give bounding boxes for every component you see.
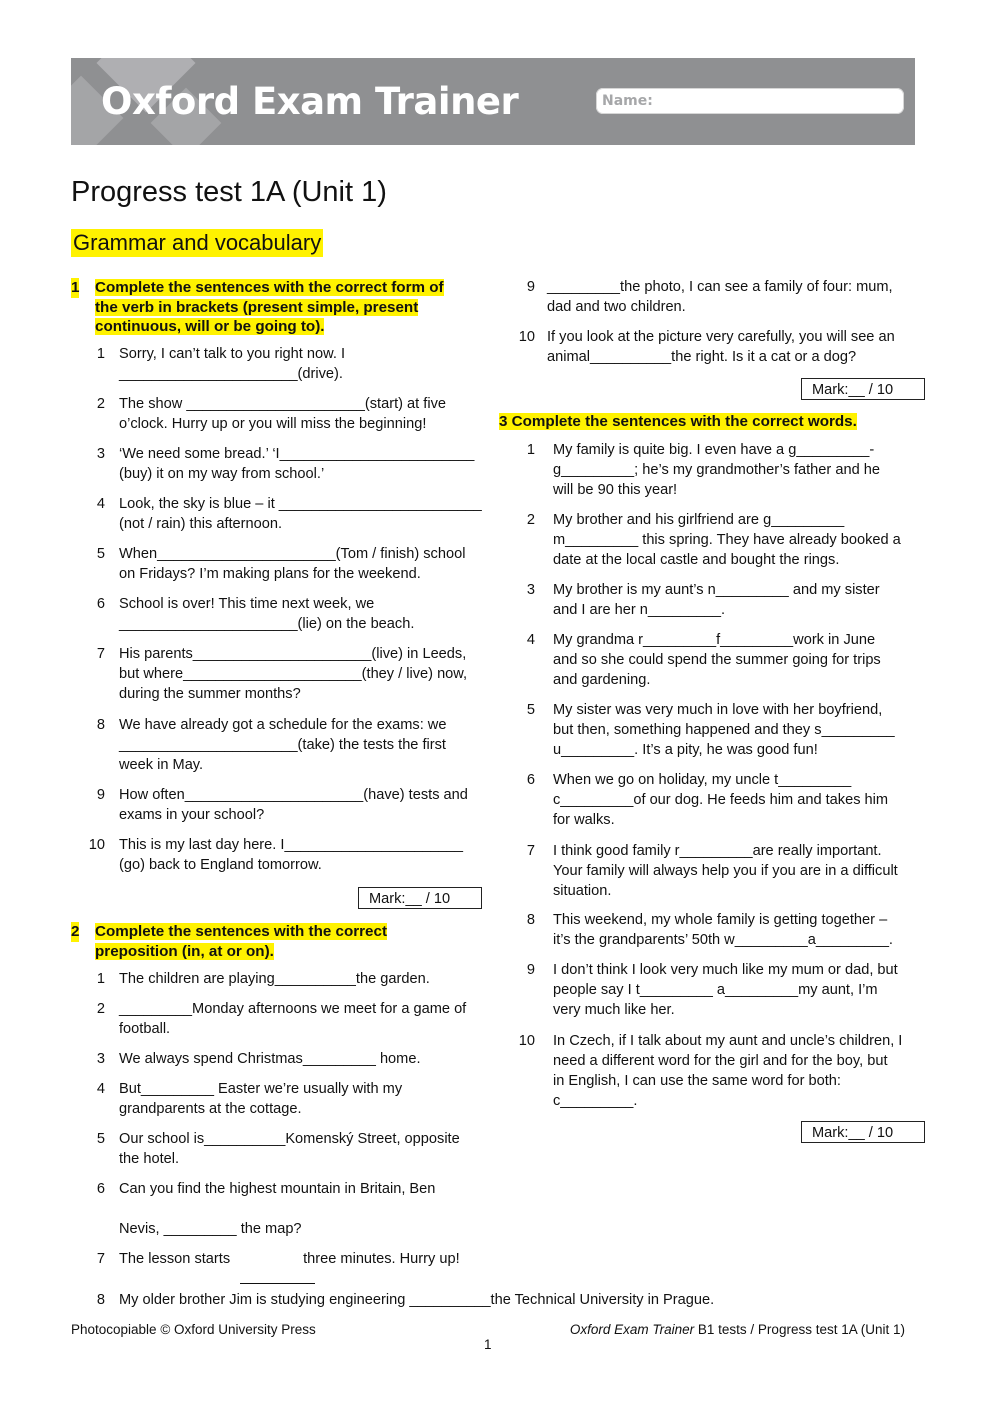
- item-text-line[interactable]: situation.: [553, 883, 612, 899]
- item-text-line[interactable]: animal__________the right. Is it a cat or a dog?: [547, 349, 857, 365]
- item-text-line[interactable]: We always spend Christmas_________ home.: [119, 1051, 421, 1067]
- item-text-line[interactable]: _________Monday afternoons we meet for a game of: [119, 1001, 467, 1017]
- item-text-line[interactable]: (not / rain) this afternoon.: [119, 516, 283, 532]
- item-text-line[interactable]: g_________; he’s my grandmother’s father and he: [553, 462, 880, 478]
- item-text-line[interactable]: I think good family r_________are really important.: [553, 843, 882, 859]
- item-number: 4: [96, 1081, 105, 1097]
- footer-source: [570, 1322, 905, 1337]
- item-text-line[interactable]: My older brother Jim is studying engineering __________the Technical University in Prague.: [119, 1292, 715, 1308]
- item-text-line[interactable]: How often______________________(have) tests and: [119, 787, 468, 803]
- item-text-line[interactable]: u_________. It’s a pity, he was good fun!: [553, 742, 818, 758]
- item-text-line[interactable]: on Fridays? I’m making plans for the weekend.: [119, 566, 421, 582]
- exercise-heading-line: the verb in brackets (present simple, present: [95, 298, 419, 316]
- item-text-line[interactable]: The children are playing__________the garden.: [119, 971, 430, 987]
- item-number: 5: [96, 546, 105, 562]
- footer-source-title: Oxford Exam Trainer: [569, 1322, 695, 1337]
- item-text-line[interactable]: _________the photo, I can see a family of four: mum,: [547, 279, 893, 295]
- answer-line: [240, 1283, 315, 1284]
- item-text-line[interactable]: The show ______________________(start) at five: [119, 396, 446, 412]
- item-number: 2: [526, 512, 535, 528]
- item-text-line[interactable]: c_________.: [553, 1093, 638, 1109]
- item-text-line[interactable]: very much like her.: [553, 1002, 675, 1018]
- item-text-line[interactable]: exams in your school?: [119, 807, 265, 823]
- item-text-line[interactable]: My sister was very much in love with her boyfriend,: [553, 702, 883, 718]
- item-number: 7: [96, 1251, 105, 1267]
- item-text-line[interactable]: for walks.: [553, 812, 615, 828]
- item-text-line[interactable]: during the summer months?: [119, 686, 301, 702]
- item-text-line[interactable]: Your family will always help you if you are in a difficult: [553, 863, 898, 879]
- item-text-line[interactable]: The lesson starts three minutes. Hurry up!: [119, 1251, 460, 1267]
- item-number: 6: [96, 596, 105, 612]
- item-number: 3: [96, 446, 105, 462]
- item-number: 10: [88, 837, 105, 853]
- item-text-line[interactable]: but then, something happened and they s_________: [553, 722, 895, 738]
- item-text-line[interactable]: the hotel.: [119, 1151, 180, 1167]
- item-number: 10: [518, 1033, 535, 1049]
- item-text-line[interactable]: In Czech, if I talk about my aunt and uncle’s children, I: [553, 1033, 903, 1049]
- item-text-line[interactable]: o’clock. Hurry up or you will miss the beginning!: [119, 416, 427, 432]
- item-number: 7: [526, 843, 535, 859]
- item-text-line[interactable]: Our school is__________Komenský Street, opposite: [119, 1131, 460, 1147]
- item-number: 2: [96, 1001, 105, 1017]
- header-banner: [71, 58, 915, 145]
- exercise-heading-line: Complete the sentences with the correct form of: [95, 279, 444, 296]
- item-number: 5: [526, 702, 535, 718]
- item-text-line[interactable]: My family is quite big. I even have a g_________-: [553, 442, 875, 458]
- item-number: 10: [518, 329, 535, 345]
- item-text-line[interactable]: dad and two children.: [547, 299, 686, 315]
- item-number: 7: [96, 646, 105, 662]
- item-text-line[interactable]: but where______________________(they / live) now,: [119, 666, 468, 682]
- item-text-line[interactable]: (buy) it on my way from school.’: [119, 466, 325, 482]
- item-text-line[interactable]: and so she could spend the summer going for trips: [553, 652, 881, 668]
- item-number: 8: [96, 1292, 105, 1308]
- item-number: 9: [526, 962, 535, 978]
- item-text-line[interactable]: need a different word for the girl and for the boy, but: [553, 1053, 888, 1069]
- item-text-line[interactable]: week in May.: [119, 757, 204, 773]
- item-text-line[interactable]: it’s the grandparents’ 50th w_________a_________.: [553, 932, 893, 948]
- item-number: 1: [96, 971, 105, 987]
- item-text-line[interactable]: We have already got a schedule for the exams: we: [119, 717, 447, 733]
- item-text-line[interactable]: When we go on holiday, my uncle t_________: [553, 772, 852, 788]
- page-number: 1: [484, 1337, 492, 1352]
- item-number: 3: [526, 582, 535, 598]
- item-text-line[interactable]: My brother and his girlfriend are g_________: [553, 512, 845, 528]
- item-text-line[interactable]: His parents______________________(live) in Leeds,: [119, 646, 467, 662]
- brand-title: Oxford Exam Trainer: [101, 80, 519, 123]
- item-number: 4: [526, 632, 535, 648]
- item-text-line[interactable]: in English, I can use the same word for both:: [553, 1073, 841, 1089]
- mark-box[interactable]: Mark:__ / 10: [801, 1121, 925, 1143]
- item-text-line[interactable]: My brother is my aunt’s n_________ and my sister: [553, 582, 880, 598]
- item-text-line[interactable]: ______________________(drive).: [119, 366, 343, 382]
- item-text-line[interactable]: [119, 1199, 739, 1219]
- exercise-number: 2: [71, 923, 80, 940]
- item-text-line[interactable]: If you look at the picture very carefully, you will see an: [547, 329, 895, 345]
- name-field[interactable]: [596, 88, 904, 114]
- item-text-line[interactable]: I don’t think I look very much like my mum or dad, but: [553, 962, 898, 978]
- exercise-heading-line: Complete the sentences with the correct: [95, 923, 388, 940]
- item-text-line[interactable]: Sorry, I can’t talk to you right now. I: [119, 346, 346, 362]
- item-text-line[interactable]: ______________________(take) the tests the first: [119, 737, 446, 753]
- page-title: Progress test 1A (Unit 1): [71, 176, 387, 208]
- item-text-line[interactable]: Nevis, _________ the map?: [119, 1221, 302, 1237]
- item-text-line[interactable]: Look, the sky is blue – it _________________________: [119, 496, 482, 512]
- exercise-heading-line: preposition (in, at or on).: [95, 942, 274, 960]
- item-text-line[interactable]: This is my last day here. I______________________: [119, 837, 464, 853]
- item-text-line[interactable]: people say I t_________ a_________my aunt, I’m: [553, 982, 878, 998]
- exercise-2-heading: [71, 922, 491, 962]
- item-text-line[interactable]: ______________________(lie) on the beach.: [119, 616, 415, 632]
- item-number: 6: [96, 1181, 105, 1197]
- item-number: 1: [526, 442, 535, 458]
- item-text-line[interactable]: will be 90 this year!: [553, 482, 678, 498]
- item-text-line[interactable]: and I are her n_________.: [553, 602, 726, 618]
- item-text-line[interactable]: c_________of our dog. He feeds him and takes him: [553, 792, 889, 808]
- item-number: 8: [526, 912, 535, 928]
- item-text-line[interactable]: grandparents at the cottage.: [119, 1101, 302, 1117]
- item-number: 9: [96, 787, 105, 803]
- item-number: 8: [96, 717, 105, 733]
- item-text-line[interactable]: When______________________(Tom / finish) school: [119, 546, 466, 562]
- exercise-number: 1: [71, 279, 80, 296]
- section-title: Grammar and vocabulary: [73, 230, 322, 255]
- footer-source-detail: B1 tests / Progress test 1A (Unit 1): [694, 1322, 905, 1337]
- item-text-line[interactable]: (go) back to England tomorrow.: [119, 857, 322, 873]
- mark-box[interactable]: Mark:__ / 10: [801, 378, 925, 400]
- item-number: 9: [526, 279, 535, 295]
- item-number: 4: [96, 496, 105, 512]
- item-text-line[interactable]: School is over! This time next week, we: [119, 596, 375, 612]
- exercise-heading-line: 3 Complete the sentences with the correct words.: [499, 413, 857, 430]
- item-text-line[interactable]: and gardening.: [553, 672, 651, 688]
- item-number: 3: [96, 1051, 105, 1067]
- item-number: 1: [96, 346, 105, 362]
- item-number: 2: [96, 396, 105, 412]
- item-text-line[interactable]: But_________ Easter we’re usually with my: [119, 1081, 403, 1097]
- footer-copyright: Photocopiable © Oxford University Press: [71, 1322, 316, 1337]
- exercise-3-heading: [499, 412, 857, 432]
- item-number: 5: [96, 1131, 105, 1147]
- item-text-line[interactable]: m_________ this spring. They have already booked a: [553, 532, 901, 548]
- item-text-line[interactable]: date at the local castle and bought the rings.: [553, 552, 840, 568]
- item-text-line[interactable]: football.: [119, 1021, 171, 1037]
- mark-box[interactable]: Mark:__ / 10: [358, 887, 482, 909]
- name-label: Name:: [602, 93, 653, 109]
- item-text-line[interactable]: This weekend, my whole family is getting together –: [553, 912, 888, 928]
- item-number: 6: [526, 772, 535, 788]
- item-text-line[interactable]: ‘We need some bread.’ ‘I________________________: [119, 446, 475, 462]
- item-text-line[interactable]: My grandma r_________f_________work in June: [553, 632, 876, 648]
- exercise-1-heading: [71, 278, 491, 338]
- item-text-line[interactable]: Can you find the highest mountain in Britain, Ben: [119, 1181, 436, 1197]
- exercise-heading-line: continuous, will or be going to).: [95, 318, 325, 335]
